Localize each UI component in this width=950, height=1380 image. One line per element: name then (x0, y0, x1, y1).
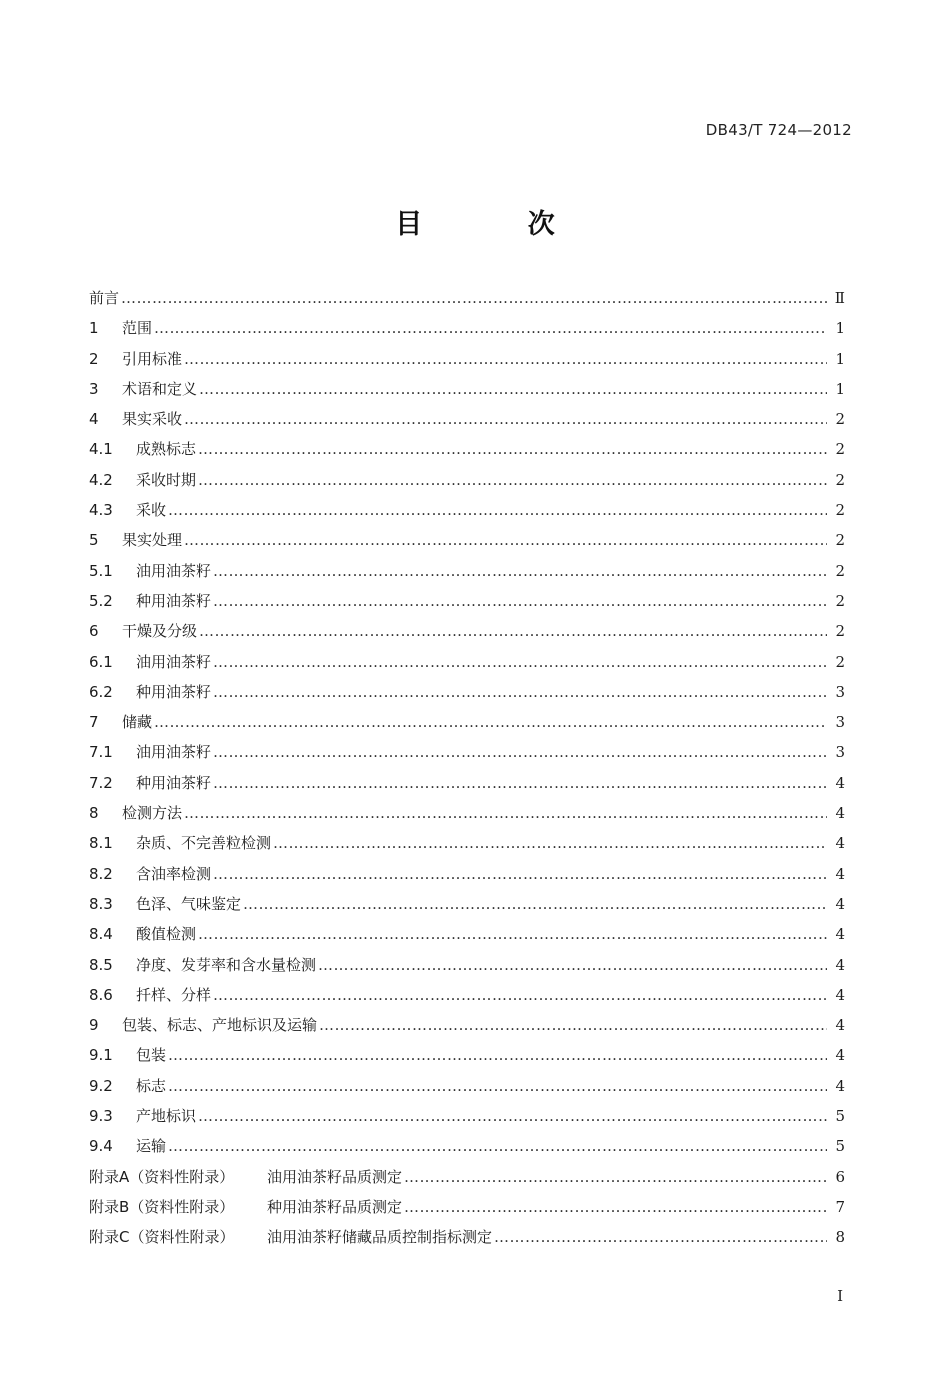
toc-dot-leader (243, 895, 827, 913)
toc-entry-page: 3 (835, 682, 845, 701)
toc-entry-number: 8.3 (89, 894, 113, 913)
toc-entry-page: 4 (835, 864, 845, 883)
toc-entry[interactable] (89, 378, 845, 408)
toc-entry-page: 4 (835, 1076, 845, 1095)
toc-entry-title: 种用油茶籽 (136, 682, 212, 701)
toc-entry-number: 4.3 (89, 501, 113, 520)
toc-entry-title: 检测方法 (122, 804, 183, 823)
toc-entry-number: 9.1 (89, 1046, 113, 1065)
toc-entry-number: 8.2 (89, 864, 113, 883)
toc-dot-leader (168, 501, 827, 519)
toc-dot-leader (198, 925, 827, 943)
toc-entry-title: 净度、发芽率和含水量检测 (136, 955, 317, 974)
toc-dot-leader (213, 683, 827, 701)
toc-entry-page: 4 (835, 1046, 845, 1065)
toc-entry[interactable] (89, 1105, 845, 1135)
toc-entry-title: 采收 (136, 501, 167, 520)
toc-entry-title: 色泽、气味鉴定 (136, 894, 242, 913)
toc-entry[interactable] (89, 408, 845, 438)
toc-entry-number: 9 (89, 1016, 99, 1035)
toc-entry-page: 4 (835, 985, 845, 1004)
toc-dot-leader (199, 622, 827, 640)
toc-entry[interactable] (89, 1166, 845, 1196)
toc-entry-number: 7.1 (89, 743, 113, 762)
toc-entry[interactable] (89, 923, 845, 953)
toc-entry[interactable] (89, 287, 845, 317)
toc-entry[interactable] (89, 438, 845, 468)
toc-entry[interactable] (89, 741, 845, 771)
toc-entry-page: 2 (835, 652, 845, 671)
toc-entry-page: 1 (835, 319, 845, 338)
toc-entry[interactable] (89, 1014, 845, 1044)
toc-entry-page: 4 (835, 1016, 845, 1035)
page-number: I (837, 1287, 843, 1305)
toc-entry-page: 5 (835, 1107, 845, 1126)
toc-entry[interactable] (89, 802, 845, 832)
toc-dot-leader (213, 774, 827, 792)
toc-entry-page: 4 (835, 773, 845, 792)
toc-dot-leader (213, 986, 827, 1004)
toc-entry-title: 运输 (136, 1137, 167, 1156)
toc-entry-page: 1 (835, 379, 845, 398)
toc-entry[interactable] (89, 1196, 845, 1226)
toc-entry-title: 种用油茶籽 (136, 591, 212, 610)
toc-entry-title: 油用油茶籽品质测定 (267, 1167, 403, 1186)
toc-entry-number: 9.3 (89, 1107, 113, 1126)
toc-entry-title: 油用油茶籽储藏品质控制指标测定 (267, 1228, 493, 1247)
toc-entry[interactable] (89, 863, 845, 893)
toc-entry-title: 前言 (89, 289, 120, 307)
toc-entry-title: 种用油茶籽 (136, 773, 212, 792)
toc-dot-leader (121, 289, 827, 307)
toc-entry[interactable] (89, 560, 845, 590)
toc-entry-page: 2 (835, 440, 845, 459)
toc-entry-title: 成熟标志 (136, 440, 197, 459)
toc-entry[interactable] (89, 499, 845, 529)
toc-entry-number: 1 (89, 319, 99, 338)
toc-entry-page: 5 (835, 1137, 845, 1156)
toc-entry-title: 果实采收 (122, 410, 183, 429)
toc-entry-title: 杂质、不完善粒检测 (136, 834, 272, 853)
toc-entry[interactable] (89, 681, 845, 711)
toc-entry-title: 扦样、分样 (136, 985, 212, 1004)
toc-entry-page: 4 (835, 955, 845, 974)
toc-entry-page: 7 (835, 1197, 845, 1216)
toc-dot-leader (404, 1198, 827, 1216)
toc-entry-page: 3 (835, 713, 845, 732)
toc-entry-page: 4 (835, 894, 845, 913)
toc-dot-leader (273, 834, 827, 852)
toc-entry-number: 8.6 (89, 985, 113, 1004)
toc-entry-page: 2 (835, 561, 845, 580)
toc-entry-page: 6 (835, 1167, 845, 1186)
toc-entry-title: 油用油茶籽 (136, 561, 212, 580)
toc-entry-number: 8.1 (89, 834, 113, 853)
toc-dot-leader (494, 1228, 827, 1246)
toc-entry-number: 4.1 (89, 440, 113, 459)
toc-entry-title: 产地标识 (136, 1107, 197, 1126)
toc-dot-leader (213, 743, 827, 761)
toc-entry-page: 2 (835, 531, 845, 550)
toc-entry-number: 7.2 (89, 773, 113, 792)
toc-dot-leader (318, 956, 827, 974)
toc-entry-number: 5 (89, 531, 99, 550)
toc-entry-page: 4 (835, 834, 845, 853)
toc-entry[interactable] (89, 1135, 845, 1165)
toc-entry-page: 3 (835, 743, 845, 762)
toc-dot-leader (319, 1016, 827, 1034)
document-code: DB43/T 724—2012 (705, 121, 852, 139)
toc-dot-leader (404, 1168, 827, 1186)
toc-dot-leader (168, 1077, 827, 1095)
toc-entry-title: 标志 (136, 1076, 167, 1095)
toc-entry-number: 4.2 (89, 470, 113, 489)
toc-entry-number: 4 (89, 410, 99, 429)
toc-dot-leader (168, 1137, 827, 1155)
toc-entry-number: 7 (89, 713, 99, 732)
toc-entry-number: 6.2 (89, 682, 113, 701)
toc-entry[interactable] (89, 651, 845, 681)
toc-dot-leader (184, 804, 827, 822)
toc-entry-title: 包装、标志、产地标识及运输 (122, 1016, 318, 1035)
toc-entry-number: 9.2 (89, 1076, 113, 1095)
toc-entry-page: Ⅱ (834, 289, 845, 307)
toc-entry-number: 8.4 (89, 925, 113, 944)
toc-entry-number: 2 (89, 349, 99, 368)
toc-entry-title: 引用标准 (122, 349, 183, 368)
toc-dot-leader (154, 713, 827, 731)
toc-dot-leader (213, 653, 827, 671)
toc-entry-page: 2 (835, 410, 845, 429)
toc-dot-leader (199, 380, 827, 398)
toc-entry-title: 油用油茶籽 (136, 743, 212, 762)
toc-entry-number: 8 (89, 804, 99, 823)
toc-entry[interactable] (89, 1044, 845, 1074)
toc-entry-title: 采收时期 (136, 470, 197, 489)
toc-entry[interactable] (89, 590, 845, 620)
toc-entry[interactable] (89, 620, 845, 650)
toc-entry-title: 储藏 (122, 713, 153, 732)
toc-dot-leader (184, 410, 827, 428)
toc-entry-number: 8.5 (89, 955, 113, 974)
toc-entry-title: 酸值检测 (136, 925, 197, 944)
toc-dot-leader (184, 350, 827, 368)
toc-entry[interactable] (89, 348, 845, 378)
toc-entry[interactable] (89, 832, 845, 862)
toc-entry-page: 2 (835, 470, 845, 489)
toc-entry-title: 术语和定义 (122, 379, 198, 398)
toc-entry-page: 1 (835, 349, 845, 368)
toc-entry[interactable] (89, 529, 845, 559)
toc-entry-title: 范围 (122, 319, 153, 338)
toc-entry[interactable] (89, 469, 845, 499)
toc-entry[interactable] (89, 772, 845, 802)
toc-entry-number: 6.1 (89, 652, 113, 671)
toc-entry[interactable] (89, 893, 845, 923)
toc-dot-leader (154, 319, 827, 337)
toc-entry-number: 附录C（资料性附录） (89, 1228, 235, 1247)
toc-entry-number: 6 (89, 622, 99, 641)
toc-entry-page: 4 (835, 925, 845, 944)
toc-dot-leader (213, 592, 827, 610)
toc-entry[interactable] (89, 1226, 845, 1256)
toc-dot-leader (198, 440, 827, 458)
toc-dot-leader (198, 1107, 827, 1125)
toc-entry[interactable] (89, 954, 845, 984)
toc-entry[interactable] (89, 1075, 845, 1105)
toc-entry-title: 种用油茶籽品质测定 (267, 1197, 403, 1216)
toc-dot-leader (198, 471, 827, 489)
toc-entry-title: 干燥及分级 (122, 622, 198, 641)
toc-entry-number: 5.2 (89, 591, 113, 610)
toc-entry-number: 3 (89, 379, 99, 398)
toc-entry-page: 2 (835, 591, 845, 610)
toc-entry-title: 油用油茶籽 (136, 652, 212, 671)
toc-entry[interactable] (89, 711, 845, 741)
toc-entry-page: 4 (835, 804, 845, 823)
table-of-contents (89, 287, 845, 1257)
toc-entry-title: 包装 (136, 1046, 167, 1065)
toc-entry-title: 含油率检测 (136, 864, 212, 883)
toc-dot-leader (213, 865, 827, 883)
page-title: 目 次 (395, 209, 603, 240)
toc-entry-page: 2 (835, 622, 845, 641)
toc-entry-number: 9.4 (89, 1137, 113, 1156)
toc-entry[interactable] (89, 317, 845, 347)
toc-dot-leader (168, 1046, 827, 1064)
toc-entry[interactable] (89, 984, 845, 1014)
toc-entry-page: 8 (835, 1228, 845, 1247)
toc-dot-leader (213, 562, 827, 580)
toc-dot-leader (184, 531, 827, 549)
toc-entry-number: 5.1 (89, 561, 113, 580)
toc-entry-title: 果实处理 (122, 531, 183, 550)
toc-entry-page: 2 (835, 501, 845, 520)
toc-entry-number: 附录A（资料性附录） (89, 1167, 235, 1186)
toc-entry-number: 附录B（资料性附录） (89, 1197, 235, 1216)
